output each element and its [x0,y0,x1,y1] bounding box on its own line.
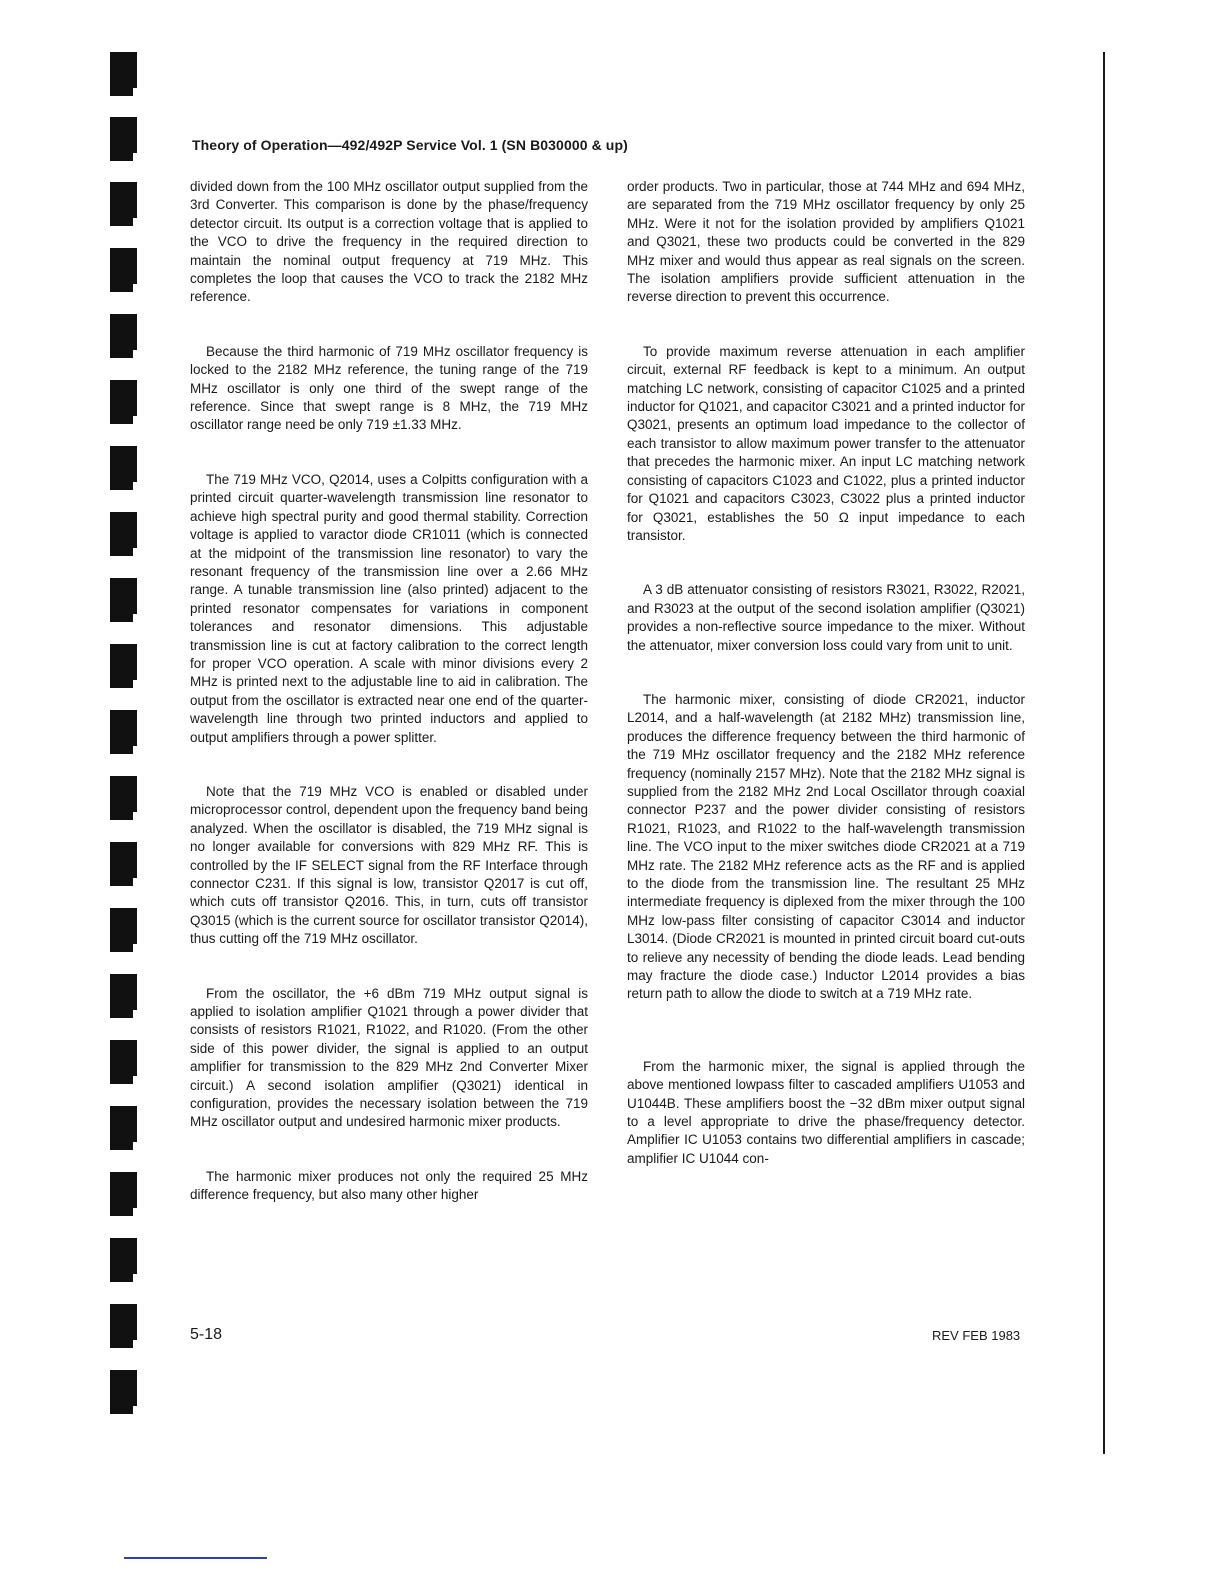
binder-hole [110,578,137,614]
binder-hole [110,1172,137,1208]
binder-hole [110,512,137,548]
binder-hole [110,710,137,746]
paragraph: Note that the 719 MHz VCO is enabled or disabled under microprocessor control, dependent upon the frequency band being analyzed. When the oscillator is disabled, the 719 MHz signal is no longer available for conversions with 829 MHz RF. This is controlled by the IF SELECT signal from the RF Interface through connector C231. If this signal is low, transistor Q2017 is cut off, which cuts off transistor Q2016. This, in turn, cuts off transistor Q3015 (which is the current source for oscillator transistor Q2014), thus cutting off the 719 MHz oscillator. [190,783,588,947]
binder-hole [110,974,137,1010]
binder-hole [110,908,137,944]
binder-hole [110,446,137,482]
paragraph: The harmonic mixer produces not only the required 25 MHz difference frequency, but also many other higher [190,1168,588,1203]
paragraph: A 3 dB attenuator consisting of resistors R3021, R3022, R2021, and R3023 at the output of the second isolation amplifier (Q3021) provides a non-reflective source impedance to the mixer. Without the attenuator, mixer conversion loss could vary from unit to unit. [627,582,1025,653]
binder-hole [110,1106,137,1142]
paragraph: To provide maximum reverse attenuation in each amplifier circuit, external RF feedback is kept to a minimum. An output matching LC network, consisting of capacitor C1025 and a printed inductor for Q1021, and capacitor C3021 and a printed inductor for Q3021, presents an optimum load impedance to the collector of each transistor to allow maximum power transfer to the attenuator that precedes the harmonic mixer. An input LC matching network consisting of capacitors C1023 and C1022, plus a printed inductor for Q1021 and capacitors C3023, C3022 plus a printed inductor for Q3021, establishes the 50 Ω input impedance to each transistor. [627,343,1025,543]
binder-hole [110,1304,137,1340]
binder-hole [110,776,137,812]
binder-hole [110,842,137,878]
paragraph: From the oscillator, the +6 dBm 719 MHz output signal is applied to isolation amplifier Q1021 through a power divider that consists of resistors R1021, R1022, and R1020. (From the other side of this power divider, the signal is applied to an output amplifier for transmission to the 829 MHz 2nd Converter Mixer circuit.) A second isolation amplifier (Q3021) identical in configuration, provides the necessary isolation between the 719 MHz oscillator output and undesired harmonic mixer products. [190,985,588,1130]
binder-hole [110,1238,137,1274]
bottom-rule [124,1557,267,1559]
binder-hole [110,1370,137,1406]
page-number: 5-18 [190,1326,223,1343]
binder-hole [110,182,137,218]
paragraph: From the harmonic mixer, the signal is applied through the above mentioned lowpass filter to cascaded amplifiers U1053 and U1044B. These amplifiers boost the −32 dBm mixer output signal to a level appropriate to drive the phase/frequency detector. Amplifier IC U1053 contains two differential amplifiers in cascade; amplifier IC U1044 con- [627,1058,1025,1166]
binder-hole [110,248,137,284]
paragraph: Because the third harmonic of 719 MHz oscillator frequency is locked to the 2182 MHz reference, the tuning range of the 719 MHz oscillator is only one third of the swept range of the reference. Since that swept range is 8 MHz, the 719 MHz oscillator range need be only 719 ±1.33 MHz. [190,343,588,433]
paragraph: The harmonic mixer, consisting of diode CR2021, inductor L2014, and a half-wavelength (at 2182 MHz) transmission line, produces the difference frequency between the third harmonic of the 719 MHz oscillator frequency and the 2182 MHz reference frequency (nominally 2157 MHz). Note that the 2182 MHz signal is supplied from the 2182 MHz 2nd Local Oscillator through coaxial connector P237 and the power divider consisting of resistors R1021, R1023, and R1022 to the half-wavelength transmission line. The VCO input to the mixer switches diode CR2021 at a 719 MHz rate. The 2182 MHz reference acts as the RF and is applied to the diode from the transmission line. The resultant 25 MHz intermediate frequency is diplexed from the mixer through the 100 MHz low-pass filter consisting of capacitor C3014 and inductor L3014. (Diode CR2021 is mounted in printed circuit board cut-outs to relieve any necessity of bending the diode leads. Lead bending may fracture the diode case.) Inductor L2014 provides a bias return path to allow the diode to switch at a 719 MHz rate. [627,691,1025,1002]
left-column [190,178,588,1205]
right-column [627,178,1025,1168]
paragraph: The 719 MHz VCO, Q2014, uses a Colpitts configuration with a printed circuit quarter-wavelength transmission line resonator to achieve high spectral purity and good thermal stability. Correction voltage is applied to varactor diode CR1011 (which is connected at the midpoint of the transmission line resonator) to vary the resonant frequency of the transmission line over a 2.66 MHz range. A tunable transmission line (also printed) adjacent to the printed resonator compensates for variations in component tolerances and resonator dimensions. This adjustable transmission line is cut at factory calibration to the correct length for proper VCO operation. A scale with minor divisions every 2 MHz is printed next to the adjustable line to aid in calibration. The output from the oscillator is extracted near one end of the quarter-wavelength line through two printed inductors and applied to output amplifiers through a power splitter. [190,471,588,745]
binder-hole [110,380,137,416]
revision-date: REV FEB 1983 [932,1328,1021,1343]
binder-hole [110,644,137,680]
binder-hole [110,314,137,350]
paragraph: order products. Two in particular, those at 744 MHz and 694 MHz, are separated from the 719 MHz oscillator frequency by only 25 MHz. Were it not for the isolation provided by amplifiers Q1021 and Q3021, these two products could be converted in the 829 MHz mixer and would thus appear as real signals on the screen. The isolation amplifiers provide sufficient attenuation in the reverse direction to prevent this occurrence. [627,179,1025,305]
right-margin-rule [1103,52,1105,1454]
paragraph: divided down from the 100 MHz oscillator output supplied from the 3rd Converter. This comparison is done by the phase/frequency detector circuit. Its output is a correction voltage that is applied to the VCO to drive the frequency in the required direction to maintain the nominal output frequency at 719 MHz. This completes the loop that causes the VCO to track the 2182 MHz reference. [190,179,588,305]
page-header: Theory of Operation—492/492P Service Vol. 1 (SN B030000 & up) [192,137,628,153]
binder-hole [110,117,137,153]
binder-hole [110,52,137,88]
binder-hole [110,1040,137,1076]
